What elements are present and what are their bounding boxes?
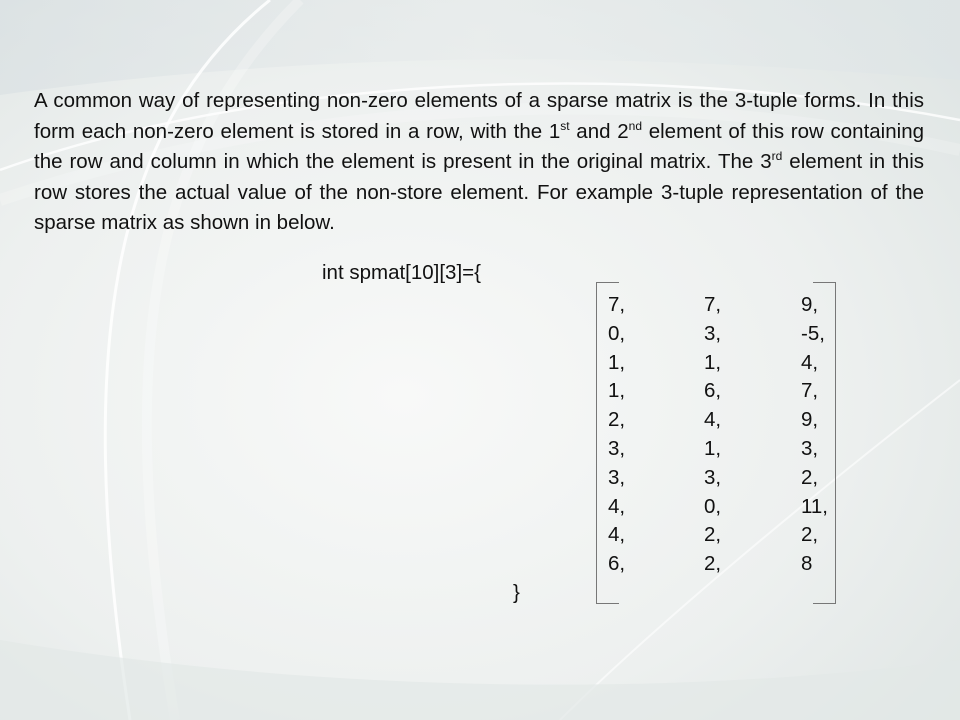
cell-row: 1, <box>608 350 626 374</box>
matrix-row <box>596 406 836 435</box>
cell-col: 0, <box>704 494 722 518</box>
matrix-row <box>596 521 836 550</box>
closing-brace: } <box>513 581 520 604</box>
cell-value: 2, <box>801 523 819 547</box>
cell-col: 2, <box>704 552 722 576</box>
cell-row: 7, <box>608 293 626 316</box>
body-paragraph <box>34 86 924 239</box>
cell-col: 1, <box>704 436 722 460</box>
paragraph-text-3: element of this row containing the row and column in which the element is present in the original matrix. The 3 <box>34 119 924 173</box>
cell-row: 3, <box>608 436 626 460</box>
matrix-row <box>596 550 836 579</box>
tuple-matrix <box>596 282 836 604</box>
cell-col: 4, <box>704 408 722 432</box>
cell-col: 7, <box>704 293 722 316</box>
matrix-row <box>596 464 836 493</box>
cell-col: 2, <box>704 523 722 547</box>
cell-col: 6, <box>704 379 722 403</box>
cell-row: 3, <box>608 465 626 489</box>
cell-value: 8 <box>801 552 813 576</box>
cell-value: 7, <box>801 379 819 403</box>
matrix-row <box>596 320 836 349</box>
cell-row: 4, <box>608 523 626 547</box>
cell-row: 6, <box>608 552 626 576</box>
cell-row: 4, <box>608 494 626 518</box>
cell-value: 3, <box>801 436 819 460</box>
paragraph-text-1: A common way of representing non-zero elements of a sparse matrix is the 3-tuple forms. In this form each non-zero element is stored in a row, with the 1 <box>34 89 924 143</box>
paragraph-text-2: and 2 <box>569 119 629 143</box>
superscript-nd: nd <box>628 118 642 133</box>
matrix-row <box>596 349 836 378</box>
cell-value: 9, <box>801 293 819 316</box>
right-bracket-top <box>813 282 835 283</box>
matrix-row <box>596 435 836 464</box>
left-bracket-bottom <box>597 603 619 604</box>
left-bracket-top <box>597 282 619 283</box>
matrix-row <box>596 291 836 320</box>
cell-col: 3, <box>704 321 722 345</box>
array-declaration: int spmat[10][3]={ <box>322 261 481 284</box>
cell-value: -5, <box>801 321 825 345</box>
cell-value: 9, <box>801 408 819 432</box>
cell-col: 1, <box>704 350 722 374</box>
superscript-rd: rd <box>771 149 783 163</box>
cell-col: 3, <box>704 465 722 489</box>
paragraph-text-4: element in this row stores the actual value of the non-store element. For example 3-tuple representation of the sparse matrix as shown in below. <box>34 150 925 234</box>
matrix-row <box>596 377 836 406</box>
matrix-rows <box>596 291 836 579</box>
cell-row: 2, <box>608 408 626 432</box>
matrix-row <box>596 493 836 522</box>
right-bracket-bottom <box>813 603 835 604</box>
cell-value: 2, <box>801 465 819 489</box>
cell-value: 4, <box>801 350 819 374</box>
superscript-st: st <box>560 118 570 133</box>
cell-value: 11, <box>801 494 828 518</box>
cell-row: 0, <box>608 321 626 345</box>
cell-row: 1, <box>608 379 626 403</box>
